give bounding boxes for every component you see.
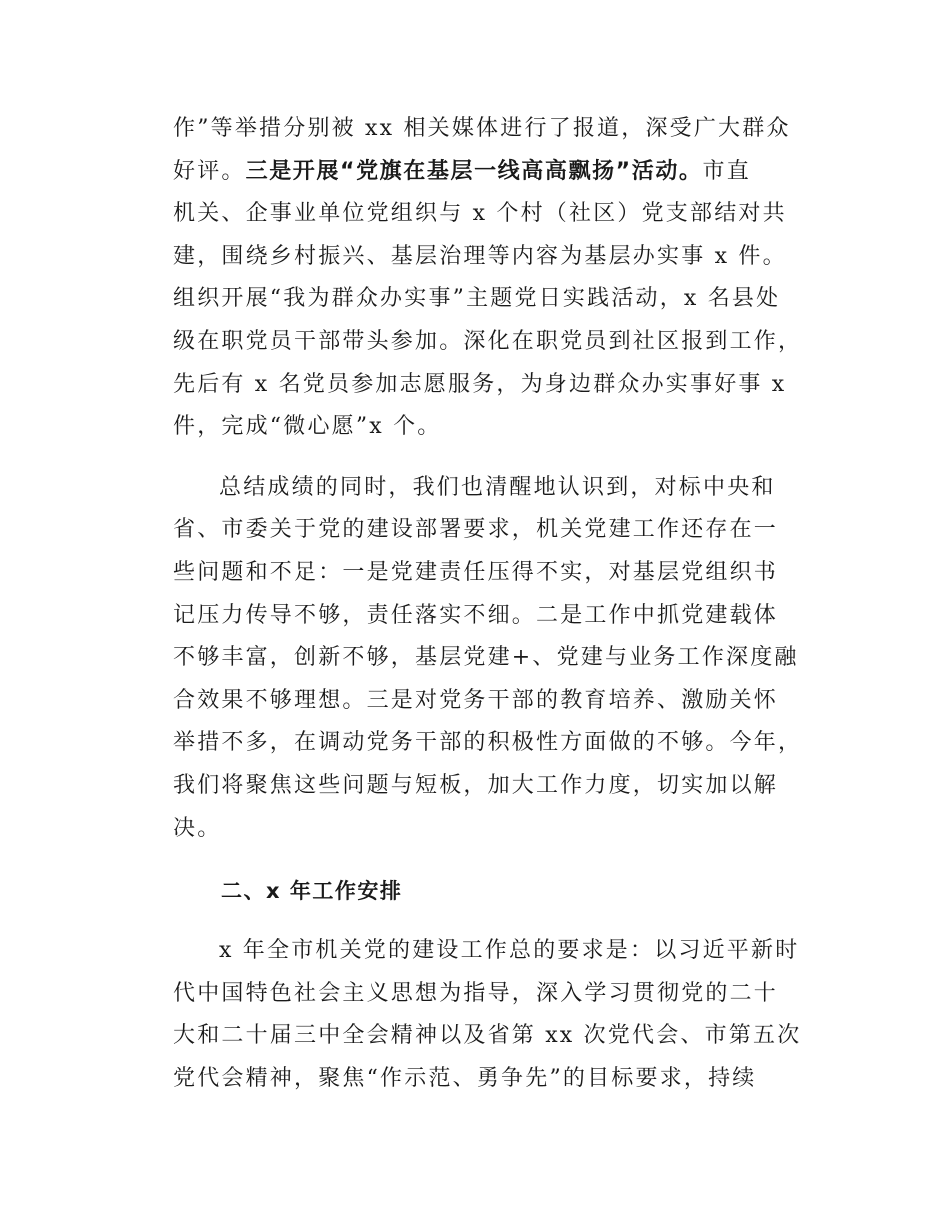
text-line: 记压力传导不够，责任落实不细。二是工作中抓党建载体 [173,602,779,628]
text-line: 级在职党员干部带头参加。深化在职党员到社区报到工作， [173,328,803,354]
paragraph-work-requirements [173,930,813,1100]
text-line: 些问题和不足：一是党建责任压得不实，对基层党组织书 [173,559,779,585]
text-line: 决。 [173,815,222,841]
text-segment: 好评。 [173,158,246,184]
text-line [173,151,813,194]
text-line: 大和二十届三中全会精神以及省第 xx 次党代会、市第五次 [173,1023,802,1049]
text-segment: 市直 [702,158,751,184]
text-line: 建，围绕乡村振兴、基层治理等内容为基层办实事 x 件。 [173,243,787,269]
text-line: x 年全市机关党的建设工作总的要求是：以习近平新时 [219,938,800,964]
section-heading: 二、x 年工作安排 [221,879,403,904]
text-line: 我们将聚焦这些问题与短板，加大工作力度，切实加以解 [173,772,779,798]
document-page [173,108,813,1100]
bold-subheading: 三是开展“党旗在基层一线高高飘扬”活动。 [245,158,703,184]
text-line: 举措不多，在调动党务干部的积极性方面做的不够。今年， [173,730,803,756]
text-line: 先后有 x 名党员参加志愿服务，为身边群众办实事好事 x [173,371,787,397]
text-line: 不够丰富，创新不够，基层党建+、党建与业务工作深度融 [173,645,799,671]
paragraph-party-flag-activity [173,108,813,449]
text-line: 合效果不够理想。三是对党务干部的教育培养、激励关怀 [173,687,779,713]
text-line: 省、市委关于党的建设部署要求，机关党建工作还存在一 [173,517,779,543]
paragraph-problems-summary [173,467,813,850]
text-line: 组织开展“我为群众办实事”主题党日实践活动，x 名县处 [173,286,781,312]
text-line: 党代会精神，聚焦“作示范、勇争先”的目标要求，持续 [173,1065,757,1091]
text-line: 代中国特色社会主义思想为指导，深入学习贯彻党的二十 [173,980,779,1006]
text-line: 总结成绩的同时，我们也清醒地认识到，对标中央和 [219,474,776,500]
text-line: 机关、企事业单位党组织与 x 个村（社区）党支部结对共 [173,201,787,227]
text-line: 件，完成“微心愿”x 个。 [173,414,442,440]
text-line: 作”等举措分别被 xx 相关媒体进行了报道，深受广大群众 [173,116,791,141]
